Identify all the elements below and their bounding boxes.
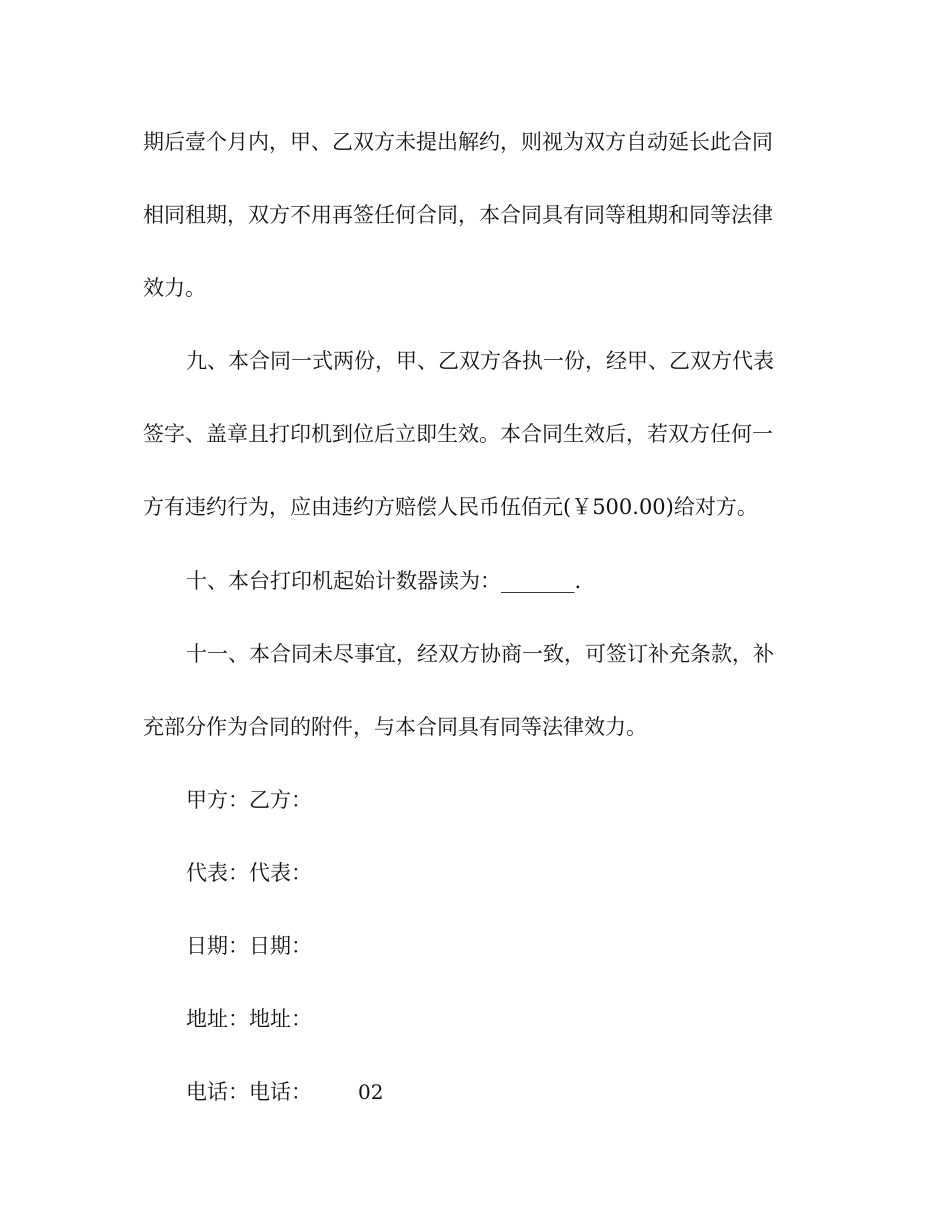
phone-code: 02 [358, 1080, 384, 1104]
clause8-line-2: 相同租期，双方不用再签任何合同，本合同具有同等租期和同等法律 [143, 203, 773, 227]
clause8-line-1: 期后壹个月内，甲、乙双方未提出解约，则视为双方自动延长此合同 [143, 130, 773, 154]
clause11-line-2: 充部分作为合同的附件，与本合同具有同等法律效力。 [143, 715, 647, 739]
clause9-line-2: 签字、盖章且打印机到位后立即生效。本合同生效后，若双方任何一 [143, 422, 773, 446]
signature-date: 日期：日期： [186, 934, 312, 958]
signature-phone: 电话：电话： [186, 1080, 312, 1104]
signature-address: 地址：地址： [186, 1007, 312, 1031]
clause8-line-3: 效力。 [143, 276, 206, 300]
clause11-line-1: 十一、本合同未尽事宜，经双方协商一致，可签订补充条款，补 [186, 642, 774, 666]
signature-party: 甲方：乙方： [186, 788, 312, 812]
clause10-line: 十、本台打印机起始计数器读为：_______. [186, 569, 582, 593]
clause9-line-1: 九、本合同一式两份，甲、乙双方各执一份，经甲、乙双方代表 [186, 349, 774, 373]
signature-representative: 代表：代表： [186, 861, 312, 885]
clause9-line-3: 方有违约行为，应由违约方赔偿人民币伍佰元(￥500.00)给对方。 [143, 495, 758, 519]
